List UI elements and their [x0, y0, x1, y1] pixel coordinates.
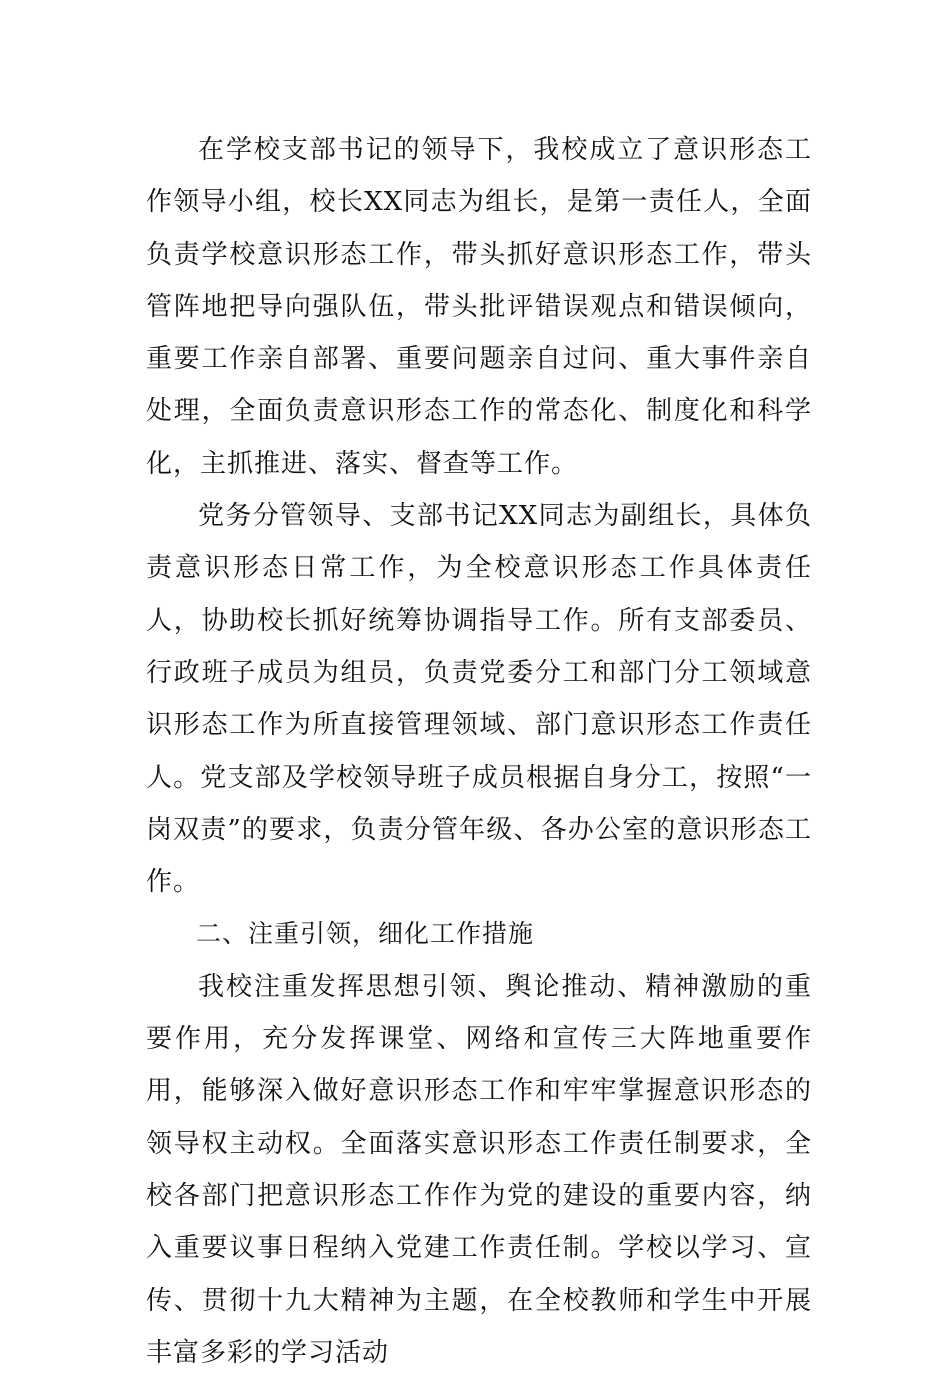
paragraph-leadership-group: 在学校支部书记的领导下，我校成立了意识形态工作领导小组，校长XX同志为组长，是第一责任人，全面负责学校意识形态工作，带头抓好意识形态工作，带头管阵地把导向强队伍，带头批评错误观点和错误倾向，重要工作亲自部署、重要问题亲自过问、重大事件亲自处理，全面负责意识形态工作的常态化、制度化和科学化，主抓推进、落实、督查等工作。 — [146, 135, 812, 479]
section-heading: 二、注重引领，细化工作措施 — [196, 919, 535, 949]
paragraph-guidance-measures: 我校注重发挥思想引领、舆论推动、精神激励的重要作用，充分发挥课堂、网络和宣传三大阵地重要作用，能够深入做好意识形态工作和牢牢掌握意识形态的领导权主动权。全面落实意识形态工作责任制要求，全校各部门把意识形态工作作为党的建设的重要内容，纳入重要议事日程纳入党建工作责任制。学校以学习、宣传、贯彻十九大精神为主题，在全校教师和学生中开展丰富多彩的学习活动 — [146, 971, 812, 1368]
document-body — [146, 124, 812, 1379]
paragraph-deputy-leader: 党务分管领导、支部书记XX同志为副组长，具体负责意识形态日常工作，为全校意识形态工作具体责任人，协助校长抓好统筹协调指导工作。所有支部委员、行政班子成员为组员，负责党委分工和部门分工领域意识形态工作为所直接管理领域、部门意识形态工作责任人。党支部及学校领导班子成员根据自身分工，按照“一岗双责”的要求，负责分管年级、各办公室的意识形态工作。 — [146, 501, 812, 898]
